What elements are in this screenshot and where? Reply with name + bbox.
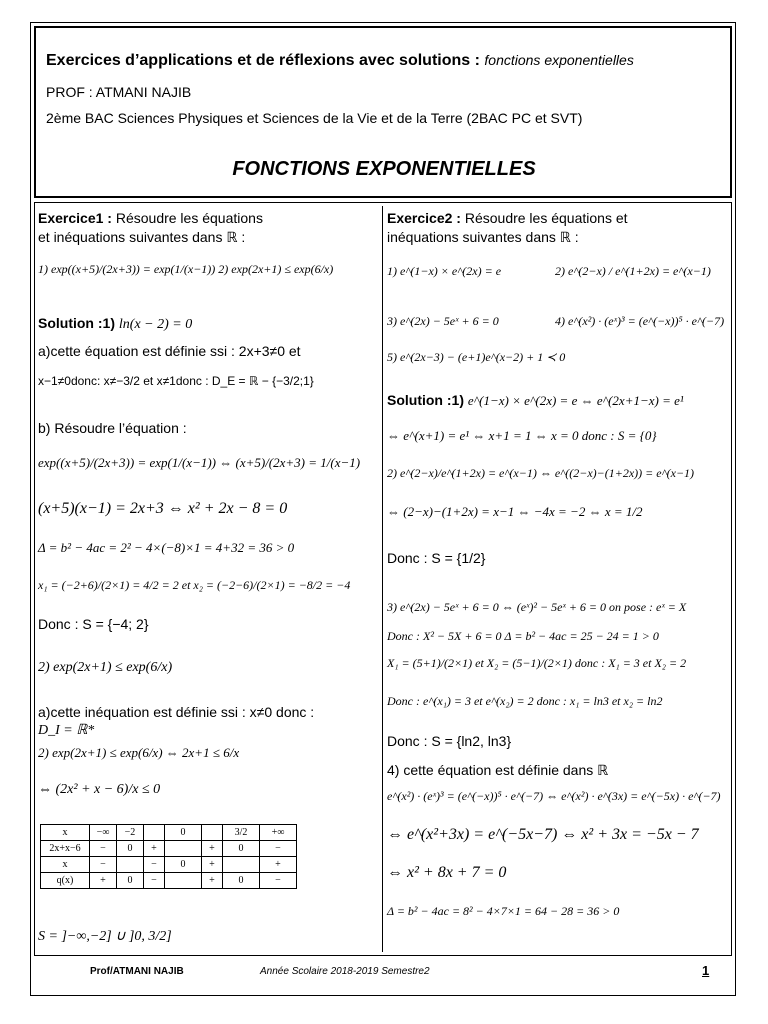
table-cell	[202, 825, 223, 841]
table-cell: −	[90, 857, 117, 873]
table-cell: 0	[117, 873, 144, 889]
table-cell: 3/2	[223, 825, 260, 841]
solution-eq: ln(x − 2) = 0	[118, 317, 193, 332]
table-cell: −	[260, 841, 297, 857]
page-number: 1	[702, 963, 710, 978]
table-cell: x	[41, 825, 90, 841]
table-cell: −	[260, 873, 297, 889]
exercise1-title: Exercice1 :	[38, 210, 112, 226]
equation-b2: (x+5)(x−1) = 2x+3 ⇔ x² + 2x − 8 = 0	[38, 500, 288, 517]
table-cell: +	[260, 857, 297, 873]
exercise2-eq1: 1) e^(1−x) × e^(2x) = e	[387, 264, 502, 278]
solution4-heading: 4) cette équation est définie dans ℝ	[387, 762, 609, 778]
solution3-step1: 3) e^(2x) − 5eˣ + 6 = 0 ⇔ (eˣ)² − 5eˣ + 6 = 0 on pose : eˣ = X	[387, 600, 687, 614]
solution4-step3: ⇔ x² + 8x + 7 = 0	[387, 864, 507, 881]
title-topic: fonctions exponentielles	[484, 52, 634, 68]
solution4-delta: Δ = b² − 4ac = 8² − 4×7×1 = 64 − 28 = 36 > 0	[387, 904, 620, 918]
footer-year: Année Scolaire 2018-2019 Semestre2	[260, 966, 430, 977]
step-b-heading: b) Résoudre l’équation :	[38, 420, 187, 436]
solution4-step1: e^(x²) · (eˣ)³ = (e^(−x))⁵ · e^(−7) ⇔ e^(x²) · e^(3x) = e^(−5x) · e^(−7)	[387, 789, 721, 803]
exercise1-text-2: et inéquations suivantes dans ℝ :	[38, 229, 246, 245]
class-line: 2ème BAC Sciences Physiques et Sciences de la Vie et de la Terre (2BAC PC et SVT)	[46, 110, 583, 126]
table-cell: 0	[223, 873, 260, 889]
table-row	[41, 857, 297, 873]
exercise1-heading	[38, 210, 263, 226]
table-cell: 2x+x−6	[41, 841, 90, 857]
solution4-step2: ⇔ e^(x²+3x) = e^(−5x−7) ⇔ x² + 3x = −5x − 7	[387, 826, 699, 843]
inequation-domain-2: D_I = ℝ*	[38, 723, 95, 738]
table-cell	[165, 841, 202, 857]
table-cell: +	[144, 841, 165, 857]
table-cell: −	[144, 873, 165, 889]
document-title	[46, 52, 634, 70]
exercise2-heading	[387, 210, 628, 226]
exercise2-text: Résoudre les équations et	[464, 210, 628, 226]
table-cell: +	[202, 841, 223, 857]
roots-line: x₁ = (−2+6)/(2×1) = 4/2 = 2 et x₂ = (−2−6)/(2×1) = −8/2 = −4	[38, 578, 351, 592]
delta-line: Δ = b² − 4ac = 2² − 4×(−8)×1 = 4+32 = 36 > 0	[38, 540, 295, 555]
inequation-equiv: 2) exp(2x+1) ≤ exp(6/x) ⇔ 2x+1 ≤ 6/x	[38, 745, 240, 760]
sign-table	[40, 824, 297, 889]
table-cell: +∞	[260, 825, 297, 841]
table-row	[41, 825, 297, 841]
solution1-heading	[38, 315, 192, 333]
table-cell: −	[144, 857, 165, 873]
domain-line-2: x−1≠0donc: x≠−3/2 et x≠1donc : D_E = ℝ − {−3/2;1}	[38, 374, 314, 388]
table-cell	[165, 873, 202, 889]
solution2-step2: ⇔ (2−x)−(1+2x) = x−1 ⇔ −4x = −2 ⇔ x = 1/2	[387, 504, 643, 519]
table-cell: 0	[165, 857, 202, 873]
table-row	[41, 873, 297, 889]
solution3-step3: X₁ = (5+1)/(2×1) et X₂ = (5−1)/(2×1) donc : X₁ = 3 et X₂ = 2	[387, 656, 687, 670]
equation-b1: exp((x+5)/(2x+3)) = exp(1/(x−1)) ⇔ (x+5)/(2x+3) = 1/(x−1)	[38, 455, 361, 470]
table-cell: 0	[223, 841, 260, 857]
domain-line-1: a)cette équation est définie ssi : 2x+3≠0 et	[38, 343, 301, 359]
exercise2-eq5: 5) e^(2x−3) − (e+1)e^(x−2) + 1 ≺ 0	[387, 350, 566, 364]
table-cell: +	[90, 873, 117, 889]
exercise2-eq2: 2) e^(2−x) / e^(1+2x) = e^(x−1)	[555, 264, 711, 278]
column-divider	[382, 206, 383, 952]
exercise2-title: Exercice2 :	[387, 210, 461, 226]
solution3-step4: Donc : e^(x₁) = 3 et e^(x₂) = 2 donc : x₁ = ln3 et x₂ = ln2	[387, 694, 663, 708]
table-cell: q(x)	[41, 873, 90, 889]
exercise2-eq3: 3) e^(2x) − 5eˣ + 6 = 0	[387, 314, 499, 328]
table-cell: +	[202, 857, 223, 873]
solution3-step2: Donc : X² − 5X + 6 = 0 Δ = b² − 4ac = 25 − 24 = 1 > 0	[387, 629, 659, 643]
inequation-domain-1: a)cette inéquation est définie ssi : x≠0 donc :	[38, 704, 315, 720]
footer-author: Prof/ATMANI NAJIB	[90, 966, 184, 977]
solution-set-1: Donc : S = {−4; 2}	[38, 616, 149, 632]
solution2-heading	[387, 392, 684, 409]
exercise2-text-2: inéquations suivantes dans ℝ :	[387, 229, 579, 245]
solution-eq: e^(1−x) × e^(2x) = e ⇔ e^(2x+1−x) = e¹	[467, 393, 684, 408]
solution-set-3: Donc : S = {ln2, ln3}	[387, 733, 512, 749]
title-text: Exercices d’applications et de réflexions avec solutions :	[46, 52, 480, 69]
exercise2-eq4: 4) e^(x²) · (eˣ)³ = (e^(−x))⁵ · e^(−7)	[555, 314, 725, 328]
inequation-quotient: ⇔ (2x² + x − 6)/x ≤ 0	[38, 782, 161, 797]
table-row	[41, 841, 297, 857]
solution2-step1: 2) e^(2−x)/e^(1+2x) = e^(x−1) ⇔ e^((2−x)−(1+2x)) = e^(x−1)	[387, 466, 695, 480]
inequation-2: 2) exp(2x+1) ≤ exp(6/x)	[38, 660, 173, 675]
exercise1-text: Résoudre les équations	[115, 210, 263, 226]
table-cell: x	[41, 857, 90, 873]
table-cell	[117, 857, 144, 873]
table-cell: +	[202, 873, 223, 889]
main-title: FONCTIONS EXPONENTIELLES	[232, 158, 536, 180]
solution-set-2: Donc : S = {1/2}	[387, 550, 486, 566]
solution-label: Solution :1)	[387, 392, 464, 408]
table-cell	[223, 857, 260, 873]
solution-label: Solution :1)	[38, 315, 115, 331]
table-cell: 0	[165, 825, 202, 841]
exercise1-equations: 1) exp((x+5)/(2x+3)) = exp(1/(x−1)) 2) exp(2x+1) ≤ exp(6/x)	[38, 262, 334, 276]
table-cell: 0	[117, 841, 144, 857]
table-cell: −∞	[90, 825, 117, 841]
prof-line: PROF : ATMANI NAJIB	[46, 84, 192, 100]
table-cell: −2	[117, 825, 144, 841]
table-cell: −	[90, 841, 117, 857]
table-cell	[144, 825, 165, 841]
final-solution-set: S = ]−∞,−2] ∪ ]0, 3/2]	[38, 929, 172, 944]
solution1-step: ⇔ e^(x+1) = e¹ ⇔ x+1 = 1 ⇔ x = 0 donc : S = {0}	[387, 428, 657, 443]
